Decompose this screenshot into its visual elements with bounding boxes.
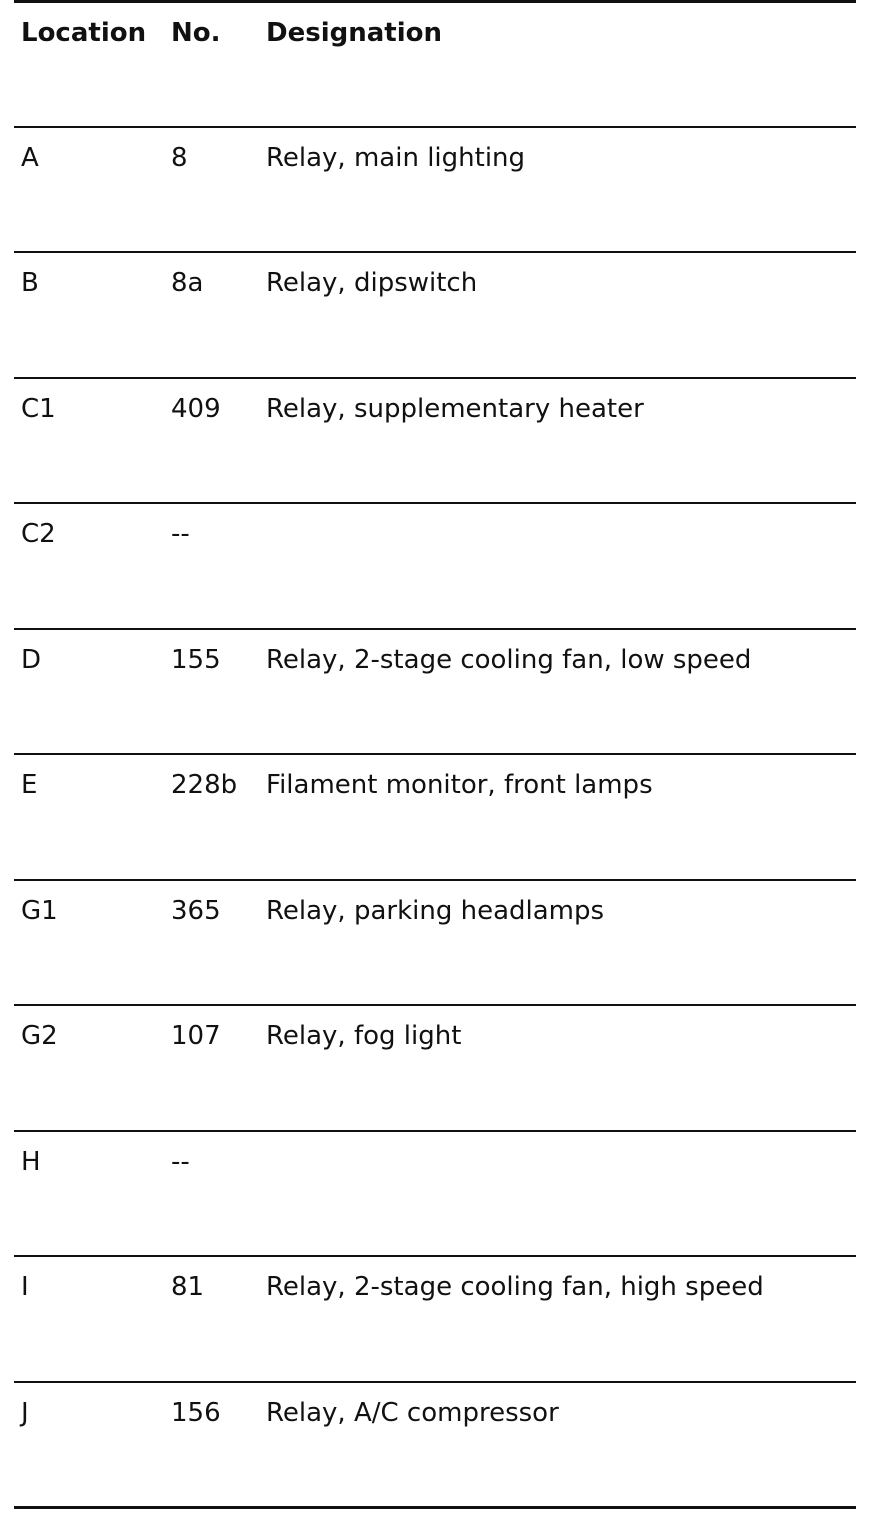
header-designation: Designation (266, 18, 442, 48)
cell-no: 81 (171, 1272, 205, 1302)
cell-location: J (21, 1397, 29, 1428)
cell-location: H (21, 1146, 41, 1177)
header-location: Location (21, 18, 147, 48)
cell-no: 8 (171, 142, 188, 173)
cell-designation: Relay, dipswitch (266, 268, 478, 298)
cell-designation: Relay, main lighting (266, 142, 526, 173)
cell-no: 409 (171, 393, 221, 424)
cell-location: C2 (21, 519, 56, 549)
cell-designation: Relay, A/C compressor (266, 1397, 559, 1428)
cell-designation: Filament monitor, front lamps (266, 770, 653, 800)
cell-location: C1 (21, 393, 56, 424)
cell-no: 107 (171, 1021, 221, 1051)
cell-no: 365 (171, 895, 221, 926)
cell-designation: Relay, fog light (266, 1021, 462, 1051)
cell-location: I (21, 1272, 29, 1302)
cell-no: -- (171, 519, 190, 549)
table-row (14, 879, 856, 1005)
table-row (14, 753, 856, 879)
cell-location: E (21, 770, 38, 800)
table-bottom-rule (14, 1506, 856, 1509)
table-row (14, 377, 856, 503)
table-row (14, 1004, 856, 1130)
cell-designation: Relay, supplementary heater (266, 393, 644, 424)
cell-location: G1 (21, 895, 58, 926)
table-row (14, 251, 856, 377)
cell-designation: Relay, 2-stage cooling fan, high speed (266, 1272, 764, 1302)
cell-no: 228b (171, 770, 238, 800)
cell-no: 8a (171, 268, 204, 298)
table-row (14, 502, 856, 628)
table-row (14, 1255, 856, 1381)
cell-location: B (21, 268, 39, 298)
cell-no: 155 (171, 644, 221, 675)
table-row (14, 628, 856, 754)
cell-no: 156 (171, 1397, 221, 1428)
header-no: No. (171, 18, 221, 48)
cell-location: A (21, 142, 39, 173)
table-header-row (14, 0, 856, 126)
cell-designation: Relay, parking headlamps (266, 895, 605, 926)
cell-no: -- (171, 1146, 190, 1177)
relay-table (14, 0, 856, 1509)
cell-designation: Relay, 2-stage cooling fan, low speed (266, 644, 752, 675)
table-row (14, 1130, 856, 1256)
table-row (14, 126, 856, 252)
cell-location: D (21, 644, 42, 675)
cell-location: G2 (21, 1021, 58, 1051)
table-row (14, 1381, 856, 1507)
